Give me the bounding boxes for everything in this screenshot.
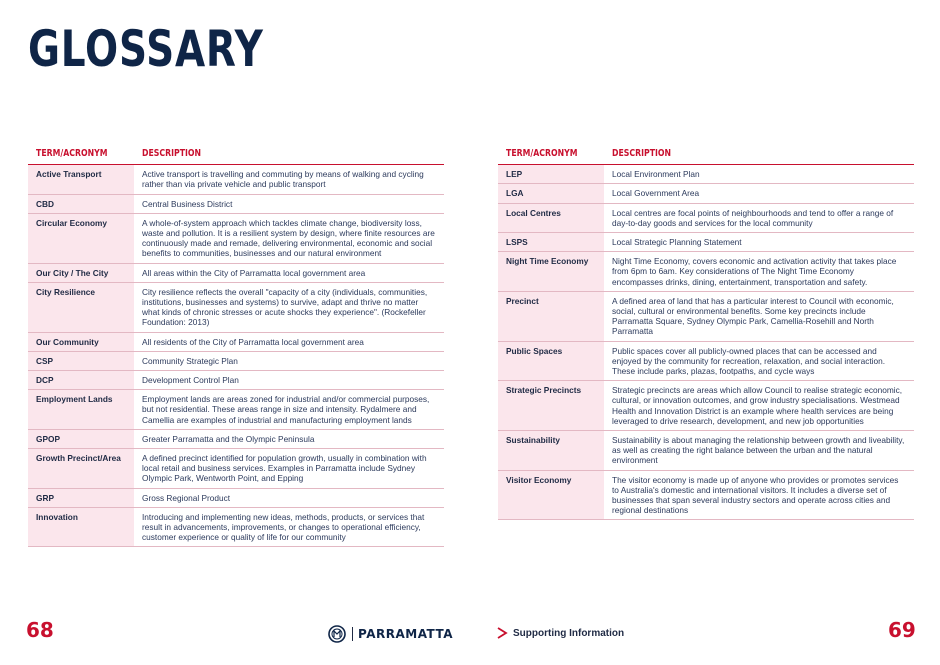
description-cell: Gross Regional Product	[134, 488, 444, 507]
term-cell: Precinct	[498, 291, 604, 341]
table-header-row	[498, 147, 914, 165]
term-cell: Strategic Precincts	[498, 381, 604, 431]
table-row	[28, 165, 444, 194]
table-header-row	[28, 147, 444, 165]
description-cell: Local Government Area	[604, 184, 914, 203]
section-label: Supporting Information	[513, 627, 625, 639]
term-column-header: TERM/ACRONYM	[498, 147, 604, 165]
table-row	[28, 332, 444, 351]
term-cell: Public Spaces	[498, 341, 604, 381]
table-row	[28, 429, 444, 448]
description-cell: All residents of the City of Parramatta local government area	[134, 332, 444, 351]
term-cell: Employment Lands	[28, 390, 134, 430]
description-cell: Local Strategic Planning Statement	[604, 233, 914, 252]
page-title: GLOSSARY	[28, 20, 264, 78]
term-cell: Night Time Economy	[498, 252, 604, 292]
glossary-left-body	[28, 165, 444, 547]
term-cell: Visitor Economy	[498, 470, 604, 520]
glossary-table-right	[498, 147, 914, 520]
glossary-table-left	[28, 147, 444, 547]
table-row	[28, 282, 444, 332]
table-row	[498, 341, 914, 381]
description-cell: Greater Parramatta and the Olympic Peninsula	[134, 429, 444, 448]
term-cell: Growth Precinct/Area	[28, 449, 134, 489]
description-cell: Public spaces cover all publicly-owned places that can be accessed and enjoyed by the community for recreation, relaxation, and social interaction. These include parks, plazas, footpaths, and cycle ways	[604, 341, 914, 381]
table-row	[28, 263, 444, 282]
description-column-header: DESCRIPTION	[134, 147, 444, 165]
description-cell: The visitor economy is made up of anyone who provides or promotes services to Australia's domestic and international visitors. It includes a diverse set of businesses that span several industry sectors and operate across cities and regional destinations	[604, 470, 914, 520]
table-row	[498, 252, 914, 292]
description-cell: A defined area of land that has a particular interest to Council with economic, social, cultural or environmental benefits. Some key precincts include Parramatta Square, Sydney Olympic Park, Camellia-Rosehill and North Parramatta	[604, 291, 914, 341]
description-cell: Active transport is travelling and commuting by means of walking and cycling rather than via private vehicle and public transport	[134, 165, 444, 194]
term-column-header: TERM/ACRONYM	[28, 147, 134, 165]
description-cell: City resilience reflects the overall "capacity of a city (individuals, communities, institutions, businesses and systems) to survive, adapt and thrive no matter what kinds of chronic stresses or acute shocks they experience". (Rockefeller Foundation: 2013)	[134, 282, 444, 332]
description-cell: Community Strategic Plan	[134, 351, 444, 370]
table-row	[28, 213, 444, 263]
description-cell: Local centres are focal points of neighbourhoods and tend to offer a range of day-to-day goods and services for the local community	[604, 203, 914, 232]
table-row	[28, 351, 444, 370]
table-row	[28, 371, 444, 390]
description-cell: Night Time Economy, covers economic and activation activity that takes place from 6pm to 6am. Key considerations of The Night Time Economy encompasses drinks, dining, entertainment, transportation and safety.	[604, 252, 914, 292]
term-cell: Circular Economy	[28, 213, 134, 263]
description-cell: A whole-of-system approach which tackles climate change, biodiversity loss, waste and pollution. It is a resilient system by design, where finite resources are continuously made and remade, delivering environmental, economic and social benefits to communities, businesses and our natural environment	[134, 213, 444, 263]
description-cell: Employment lands are areas zoned for industrial and/or commercial purposes, but not residential. These areas range in size and intensity. Rydalmere and Camellia are examples of industrial and manufacturing employment lands	[134, 390, 444, 430]
table-row	[28, 449, 444, 489]
section-link[interactable]	[497, 627, 624, 639]
table-row	[28, 488, 444, 507]
page-number-right: 69	[888, 618, 916, 642]
term-cell: Our City / The City	[28, 263, 134, 282]
term-cell: LSPS	[498, 233, 604, 252]
logo-divider	[352, 627, 353, 641]
description-cell: Strategic precincts are areas which allow Council to realise strategic economic, cultural, or innovation outcomes, and grow industry specialisations. Westmead Health and Innovation District is an example where health services are being leveraged to drive research, development, and new job opportunities	[604, 381, 914, 431]
description-column-header: DESCRIPTION	[604, 147, 914, 165]
parramatta-logo	[328, 624, 453, 644]
description-cell: Sustainability is about managing the relationship between growth and liveability, as well as creating the right balance between the urban and the natural environment	[604, 431, 914, 471]
logo-text: PARRAMATTA	[358, 627, 454, 641]
table-row	[498, 165, 914, 184]
chevron-right-icon	[497, 627, 508, 639]
city-emblem-icon	[328, 625, 346, 643]
term-cell: GRP	[28, 488, 134, 507]
table-row	[498, 470, 914, 520]
table-row	[498, 233, 914, 252]
term-cell: GPOP	[28, 429, 134, 448]
table-row	[498, 203, 914, 232]
table-row	[498, 184, 914, 203]
term-cell: Local Centres	[498, 203, 604, 232]
table-row	[28, 390, 444, 430]
table-row	[498, 381, 914, 431]
term-cell: DCP	[28, 371, 134, 390]
term-cell: Sustainability	[498, 431, 604, 471]
term-cell: City Resilience	[28, 282, 134, 332]
term-cell: CBD	[28, 194, 134, 213]
term-cell: Active Transport	[28, 165, 134, 194]
term-cell: LGA	[498, 184, 604, 203]
term-cell: LEP	[498, 165, 604, 184]
table-row	[498, 431, 914, 471]
description-cell: Local Environment Plan	[604, 165, 914, 184]
description-cell: Central Business District	[134, 194, 444, 213]
term-cell: Our Community	[28, 332, 134, 351]
description-cell: All areas within the City of Parramatta local government area	[134, 263, 444, 282]
term-cell: CSP	[28, 351, 134, 370]
description-cell: A defined precinct identified for population growth, usually in combination with local retail and business services. Examples in Parramatta include Sydney Olympic Park, Wentworth Point, and Epping	[134, 449, 444, 489]
description-cell: Introducing and implementing new ideas, methods, products, or services that result in advancements, improvements, or changes to operational efficiency, customer experience or quality of life for our community	[134, 507, 444, 547]
page-number-left: 68	[26, 618, 54, 642]
table-row	[498, 291, 914, 341]
table-row	[28, 194, 444, 213]
table-row	[28, 507, 444, 547]
term-cell: Innovation	[28, 507, 134, 547]
description-cell: Development Control Plan	[134, 371, 444, 390]
glossary-right-body	[498, 165, 914, 520]
